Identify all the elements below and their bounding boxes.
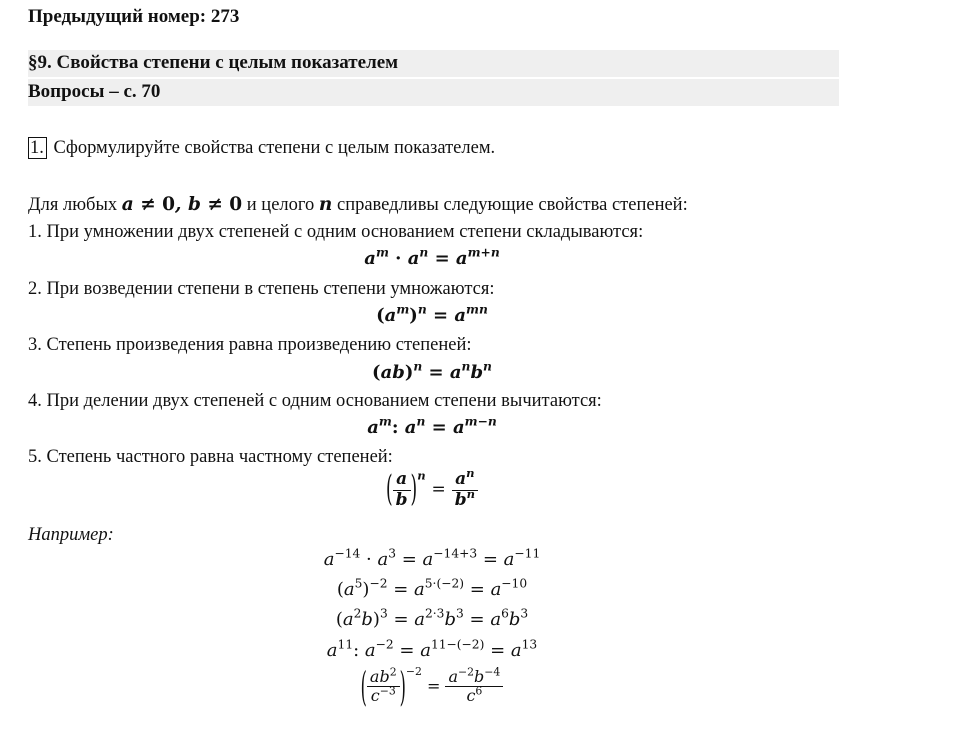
- example-line-1: $a^{-14} \cdot a^3 = a^{-14+3} = a^{-11}$: [323, 546, 541, 570]
- property-3-formula: $(ab)^n = a^nb^n$: [372, 359, 492, 383]
- section-header-band: [28, 50, 839, 77]
- section-title: §9. Свойства степени с целым показателем: [28, 52, 399, 73]
- property-1-text: 1. При умножении двух степеней с одним основанием степени складываются:: [28, 222, 644, 242]
- property-2-formula: $(a^m)^n = a^{mn}$: [376, 302, 488, 326]
- intro-variable-n: n: [318, 194, 333, 215]
- property-5-text: 5. Степень частного равна частному степеней:: [28, 447, 393, 467]
- intro-part-3: справедливы следующие свойства степеней:: [336, 195, 688, 215]
- intro-condition: a ≠ 0, b ≠ 0: [121, 194, 243, 215]
- property-4-text: 4. При делении двух степеней с одним основанием степени вычитаются:: [28, 391, 602, 411]
- question: [28, 138, 495, 159]
- example-line-4: $a^{11}$: $a^{-2} = a^{11-(-2)} = a^{13}$: [326, 637, 538, 661]
- subsection-title: Вопросы – с. 70: [28, 81, 161, 102]
- question-number: 1.: [28, 137, 47, 159]
- property-3-text: 3. Степень произведения равна произведению степеней:: [28, 335, 472, 355]
- property-4-formula: $a^m$: $a^n = a^{m-n}$: [367, 414, 497, 438]
- intro-part-1: Для любых: [28, 195, 118, 215]
- previous-number-link[interactable]: Предыдущий номер: 273: [28, 6, 240, 27]
- example-line-5: ( $\frac{ab^2}{c^{-3}}$ )$^{-2}$ = $\frac{a^{-2}b^{-4}}{c^6}$: [0, 668, 864, 706]
- property-2-text: 2. При возведении степени в степень степени умножаются:: [28, 279, 495, 299]
- intro-part-2: и целого: [246, 195, 315, 215]
- example-line-2: $(a^5)^{-2} = a^{5\cdot(-2)} = a^{-10}$: [336, 576, 528, 600]
- example-line-3: $(a^2b)^3 = a^{2\cdot 3}b^3 = a^6b^3$: [335, 606, 529, 630]
- subsection-header-band: [28, 79, 839, 106]
- property-5-formula: ( $\frac{a}{b}$ )$^n$ = $\frac{a^n}{b^n}$: [0, 470, 864, 510]
- intro-line: [28, 194, 688, 216]
- question-text: Сформулируйте свойства степени с целым показателем.: [48, 138, 496, 158]
- example-label: Например:: [28, 525, 114, 545]
- property-1-formula: $a^m \cdot a^n = a^{m+n}$: [364, 245, 500, 269]
